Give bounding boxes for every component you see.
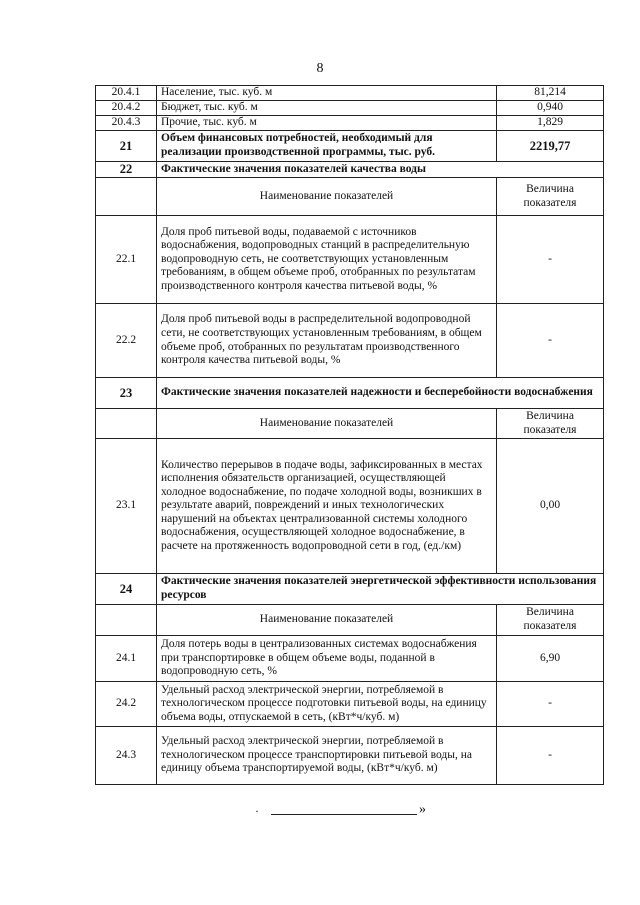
- row-name: Удельный расход электрической энергии, потребляемой в технологическом процессе подготовки питьевой воды, на единицу объема воды, отпускаемой в сеть, (кВт*ч/куб. м): [157, 682, 497, 727]
- row-number: 24.2: [96, 682, 157, 727]
- row-number: 22.1: [96, 216, 157, 304]
- row-number: 22.2: [96, 304, 157, 378]
- column-header-name: Наименование показателей: [157, 178, 497, 216]
- row-value: 0,940: [497, 101, 604, 116]
- table-row: [96, 116, 604, 131]
- row-number: 24.1: [96, 636, 157, 682]
- row-value: 6,90: [497, 636, 604, 682]
- table-row: [96, 682, 604, 727]
- section-title: Фактические значения показателей энергетической эффективности использования ресурсов: [157, 574, 604, 605]
- column-header-row: [96, 409, 604, 439]
- footer-dot: ·: [255, 804, 259, 818]
- row-number: 20.4.3: [96, 116, 157, 131]
- row-value: -: [497, 682, 604, 727]
- section-title: Фактические значения показателей надежности и бесперебойности водоснабжения: [157, 378, 604, 409]
- row-name: Количество перерывов в подаче воды, зафиксированных в местах исполнения обязательств организацией, осуществляющей холодное водоснабжение, по подаче холодной воды, возникших в результате аварий, повреждений и иных технологических нарушений на объектах централизованной системы холодного водоснабжения, осуществляющей холодное водоснабжение, в расчете на протяженность водопроводной сети в год, (ед./км): [157, 439, 497, 574]
- column-header-row: [96, 178, 604, 216]
- row-value: -: [497, 304, 604, 378]
- footer-signature-line: [0, 802, 640, 822]
- row-number: 21: [96, 131, 157, 162]
- row-value: 81,214: [497, 86, 604, 101]
- footer-rule: [271, 814, 417, 815]
- table-row: [96, 727, 604, 785]
- row-name: Прочие, тыс. куб. м: [157, 116, 497, 131]
- section-number: 22: [96, 162, 157, 178]
- row-name: Население, тыс. куб. м: [157, 86, 497, 101]
- section-header-row: [96, 162, 604, 178]
- row-value: 1,829: [497, 116, 604, 131]
- row-number: 23.1: [96, 439, 157, 574]
- row-number: 24.3: [96, 727, 157, 785]
- column-header-value: Величина показателя: [497, 605, 604, 636]
- row-value: 0,00: [497, 439, 604, 574]
- page-number: 8: [316, 61, 324, 76]
- row-name: Удельный расход электрической энергии, потребляемой в технологическом процессе транспортировки питьевой воды, на единицу объема транспортируемой воды, (кВт*ч/куб. м): [157, 727, 497, 785]
- row-value: 2219,77: [497, 131, 604, 162]
- table-row: [96, 216, 604, 304]
- row-name: Доля потерь воды в централизованных системах водоснабжения при транспортировке в общем объеме воды, поданной в водопроводную сеть, %: [157, 636, 497, 682]
- table-row: [96, 636, 604, 682]
- section-header-row: [96, 574, 604, 605]
- row-name: Бюджет, тыс. куб. м: [157, 101, 497, 116]
- section-header-row: [96, 378, 604, 409]
- table-row: [96, 131, 604, 162]
- section-title: Фактические значения показателей качества воды: [157, 162, 604, 178]
- table-row: [96, 439, 604, 574]
- table-row: [96, 304, 604, 378]
- column-header-name: Наименование показателей: [157, 409, 497, 439]
- indicators-table: [95, 85, 604, 785]
- row-value: -: [497, 216, 604, 304]
- column-header-name: Наименование показателей: [157, 605, 497, 636]
- table-row: [96, 101, 604, 116]
- row-number: 20.4.2: [96, 101, 157, 116]
- row-name: Доля проб питьевой воды в распределительной водопроводной сети, не соответствующих установленным требованиям, в общем объеме проб, отобранных по результатам производственного контроля качества питьевой воды, %: [157, 304, 497, 378]
- row-value: -: [497, 727, 604, 785]
- row-name: Объем финансовых потребностей, необходимый для реализации производственной программы, тыс. руб.: [157, 131, 497, 162]
- footer-closing-quote: »: [419, 802, 426, 817]
- section-number: 24: [96, 574, 157, 605]
- column-header-value: Величина показателя: [497, 409, 604, 439]
- row-name: Доля проб питьевой воды, подаваемой с источников водоснабжения, водопроводных станций в распределительную водопроводную сеть, не соответствующих установленным требованиям, в общем объеме проб, отобранных по результатам производственного контроля качества питьевой воды, %: [157, 216, 497, 304]
- section-number: 23: [96, 378, 157, 409]
- column-header-value: Величина показателя: [497, 178, 604, 216]
- row-number: 20.4.1: [96, 86, 157, 101]
- column-header-row: [96, 605, 604, 636]
- table-row: [96, 86, 604, 101]
